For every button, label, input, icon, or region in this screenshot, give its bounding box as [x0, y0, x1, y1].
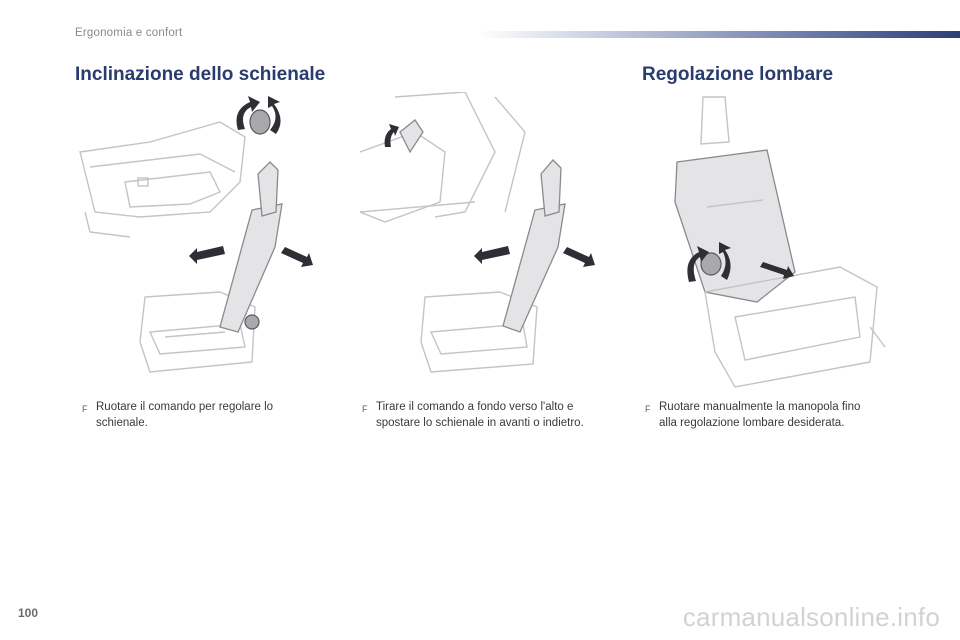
recline-arrow-icon [189, 246, 225, 264]
caption-bullet: F [362, 404, 368, 414]
caption-bullet: F [645, 404, 651, 414]
caption-bullet: F [82, 404, 88, 414]
watermark: carmanualsonline.info [682, 602, 940, 632]
header-section-title: Ergonomia e confort [75, 27, 183, 39]
section-title-lumbar: Regolazione lombare [642, 64, 834, 85]
caption-line: Ruotare manualmente la manopola fino [659, 401, 861, 413]
caption-line: Tirare il comando a fondo verso l'alto e [376, 401, 574, 413]
caption-lumbar [645, 399, 915, 431]
page-number: 100 [18, 606, 39, 620]
caption-rotate [82, 399, 312, 431]
caption-line: alla regolazione lombare desiderata. [659, 417, 845, 429]
header-gradient-bar [478, 31, 960, 38]
lever-lift-icon [400, 120, 423, 152]
caption-line: spostare lo schienale in avanti o indietro. [376, 417, 584, 429]
caption-lever [362, 399, 622, 431]
illustration-lumbar [645, 92, 905, 392]
illustration-recline-lever [355, 92, 625, 382]
rotate-knob-icon [250, 110, 270, 134]
caption-line: Ruotare il comando per regolare lo [96, 401, 274, 413]
caption-line: schienale. [96, 417, 148, 429]
illustration-recline-knob [70, 92, 330, 382]
section-title-recline: Inclinazione dello schienale [75, 64, 326, 85]
